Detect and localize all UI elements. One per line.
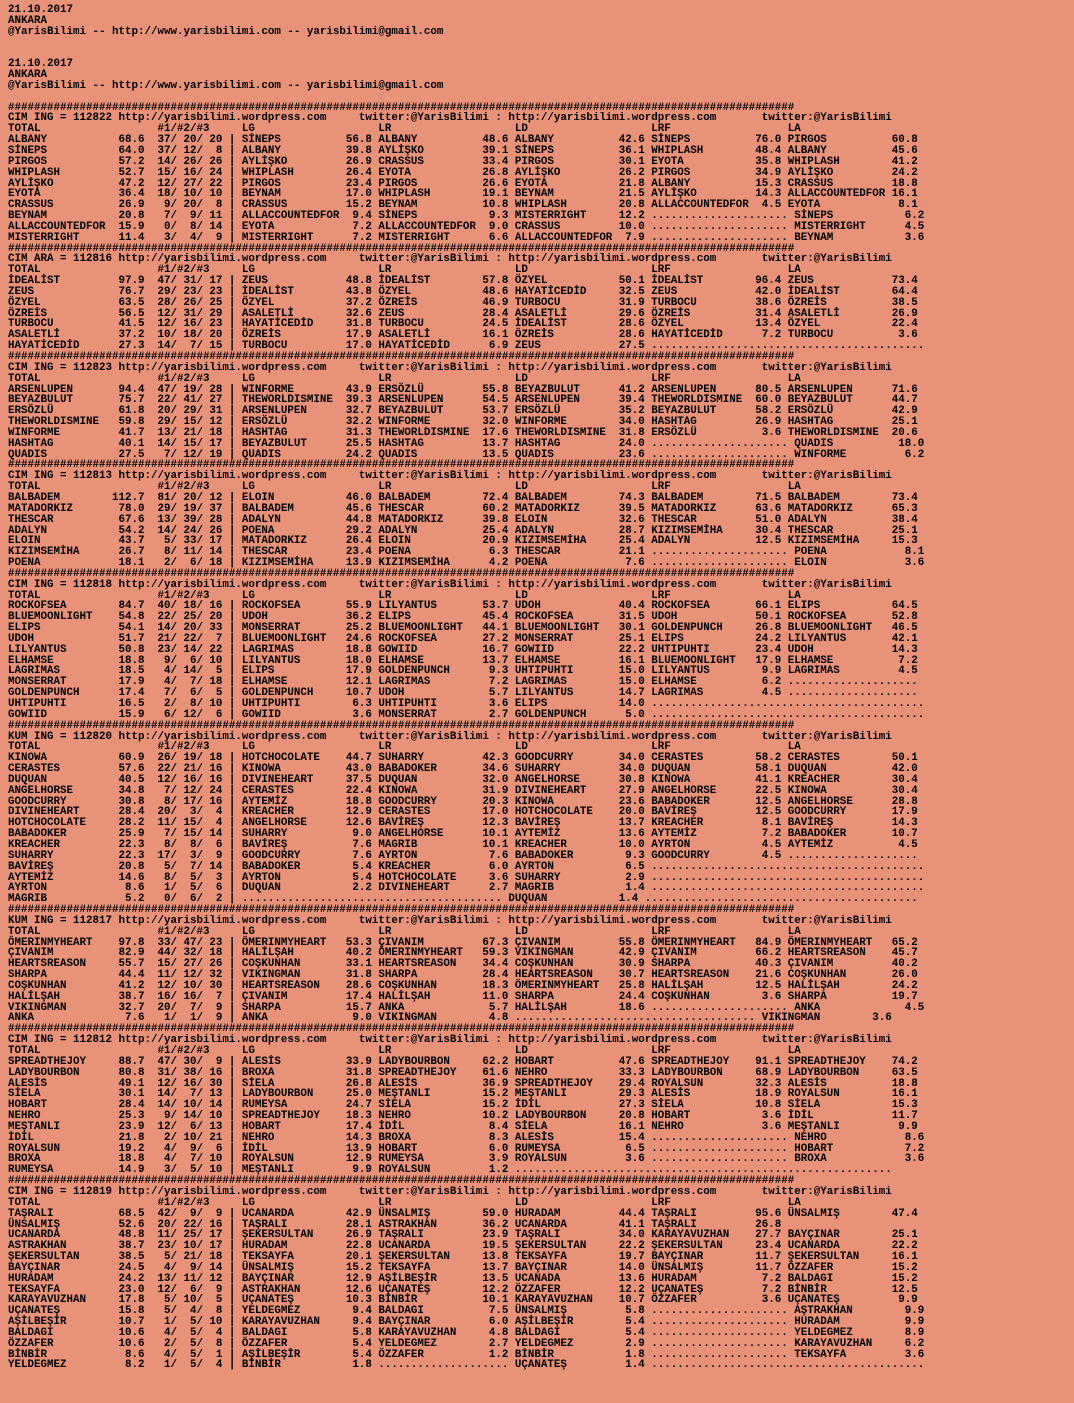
- text-line: ARSENLUPEN 94.4 47/ 19/ 28 | WINFORME 43.9 ERSÖZLÜ 55.8 BEYAZBULUT 41.2 ARSENLUPEN 80.5 ARSENLUPEN 71.6: [8, 383, 918, 396]
- text-line: 21.10.2017: [8, 58, 73, 71]
- text-line: YELDEGMEZ 8.2 1/ 5/ 4 | BİNBİR 1.8 .................... UÇANATEŞ 1.4 ..........................................: [8, 1359, 925, 1372]
- text-line: CIM ARA = 112816 http://yarisbilimi.wordpress.com twitter:@YarisBilimi : http://yarisbilimi.wordpress.com twitter:@YarisBilimi: [8, 253, 892, 266]
- text-line: BEYNAM 20.8 7/ 9/ 11 | ALLACCOUNTEDFOR 9.4 SİNEPS 9.3 MISTERRIGHT 12.2 ..................... SİNEPS 6.2: [8, 210, 925, 223]
- text-line: VIKINGMAN 32.7 20/ 7/ 9 | SHARPA 15.7 ANKA 5.7 HALİLŞAH 18.6 ..................... ANKA 4.5: [8, 1001, 925, 1014]
- text-line: ÖZYEL 63.5 28/ 26/ 25 | ÖZYEL 37.2 ÖZREİS 46.9 TURBOCU 31.9 TURBOCU 38.6 ÖZREİS 38.5: [8, 296, 918, 309]
- text-line: ASALETLİ 37.2 10/ 18/ 20 | ÖZREİS 17.9 ASALETLİ 16.1 ÖZREİS 28.6 HAYATİCEDİD 7.2 TURBOCU 3.6: [8, 329, 918, 342]
- text-line: DIVINEHEART 28.4 20/ 3/ 4 | KREACHER 12.9 CERASTES 17.0 HOTCHOCOLATE 20.0 BAVİREŞ 12.5 GOODCURRY 17.9: [8, 806, 918, 819]
- text-line: CERASTES 57.6 22/ 21/ 16 | KINOWA 43.0 BABADOKER 34.6 SUHARRY 34.0 DUQUAN 58.1 DUQUAN 42.0: [8, 763, 918, 776]
- text-line: TEKSAYFA 23.0 12/ 6/ 9 | ASTRAKHAN 12.6 UÇANATEŞ 12.2 ÖZZAFER 12.2 UÇANATEŞ 7.2 BİNBİR 12.5: [8, 1283, 918, 1296]
- text-line: CRASSUS 26.9 9/ 20/ 8 | CRASSUS 15.2 BEYNAM 10.8 WHIPLASH 20.8 ALLACCOUNTEDFOR 4.5 EYOTA 8.1: [8, 199, 918, 212]
- text-line: UCANARDA 48.8 11/ 25/ 17 | ŞEKERSULTAN 26.9 TAŞRALI 23.9 TAŞRALI 34.0 KARAYAVUZHAN 27.7 BAYÇINAR 25.1: [8, 1229, 918, 1242]
- text-line: HALİLŞAH 38.7 16/ 16/ 7 | ÇIVANIM 17.4 HALİLŞAH 11.0 SHARPA 24.4 COŞKUNHAN 3.6 SHARPA 19.7: [8, 990, 918, 1003]
- text-line: BROXA 18.8 4/ 7/ 10 | ROYALSUN 12.9 RUMEYSA 3.9 ROYALSUN 3.6 ..................... BROXA 3.6: [8, 1153, 925, 1166]
- text-line: WINFORME 41.7 13/ 21/ 18 | HASHTAG 31.3 THEWORLDISMINE 17.6 THEWORLDISMINE 31.8 ERSÖZLÜ 3.6 THEWORLDISMINE 20.6: [8, 426, 918, 439]
- text-line: EYOTA 36.4 18/ 10/ 10 | BEYNAM 17.0 WHIPLASH 19.1 BEYNAM 21.5 AYLİŞKO 14.3 ALLACCOUNTEDFOR 16.1: [8, 188, 918, 201]
- text-line: COŞKUNHAN 41.2 12/ 10/ 30 | HEARTSREASON 28.6 COŞKUNHAN 18.3 ÖMERINMYHEART 25.8 HALİLŞAH 12.5 HALİLŞAH 24.2: [8, 979, 918, 992]
- text-line: ADALYN 54.2 14/ 24/ 26 | POENA 29.2 ADALYN 25.4 ADALYN 28.7 KIZIMSEMİHA 30.4 THESCAR 25.1: [8, 524, 918, 537]
- text-line: KUM ING = 112820 http://yarisbilimi.wordpress.com twitter:@YarisBilimi : http://yarisbilimi.wordpress.com twitter:@YarisBilimi: [8, 730, 892, 743]
- text-line: NEHRO 25.3 9/ 14/ 10 | SPREADTHEJOY 18.3 NEHRO 10.2 LADYBOURBON 20.8 HOBART 3.6 İDİL 11.7: [8, 1110, 918, 1123]
- text-line: BAVİREŞ 20.8 5/ 7/ 14 | BABADOKER 5.4 KREACHER 6.0 AYRTON 6.5 ..........................................: [8, 860, 925, 873]
- text-line: POENA 18.1 2/ 6/ 18 | KIZIMSEMİHA 13.9 KIZIMSEMİHA 4.2 POENA 7.6 ..................... ELOIN 3.6: [8, 557, 925, 570]
- text-line: BABADOKER 25.9 7/ 15/ 14 | SUHARRY 9.0 ANGELHORSE 10.1 AYTEMİZ 13.6 AYTEMİZ 7.2 BABADOKER 10.7: [8, 828, 918, 841]
- text-line: AŞİLBEŞİR 10.7 1/ 5/ 10 | KARAYAVUZHAN 9.4 BAYÇINAR 6.0 AŞİLBEŞİR 5.4 ..................... HURADAM 9.9: [8, 1316, 925, 1329]
- text-line: @YarisBilimi -- http://www.yarisbilimi.com -- yarisbilimi@gmail.com: [8, 79, 444, 92]
- text-line: TOTAL #1/#2/#3 LG LR LD LRF LA: [8, 123, 801, 136]
- text-line: SHARPA 44.4 11/ 12/ 32 | VIKINGMAN 31.8 SHARPA 28.4 HEARTSREASON 30.7 HEARTSREASON 21.6 COŞKUNHAN 26.0: [8, 969, 918, 982]
- text-line: LILYANTUS 50.8 23/ 14/ 22 | LAGRIMAS 18.8 GOWIID 16.7 GOWIID 22.2 UHTIPUHTI 23.4 UDOH 14.3: [8, 643, 918, 656]
- text-line: TOTAL #1/#2/#3 LG LR LD LRF LA: [8, 481, 801, 494]
- text-line: SUHARRY 22.3 17/ 3/ 9 | GOODCURRY 7.6 AYRTON 7.6 BABADOKER 9.3 GOODCURRY 4.5 ....................: [8, 849, 918, 862]
- text-line: #########################################################################################################################: [8, 459, 795, 472]
- text-line: #########################################################################################################################: [8, 351, 795, 363]
- text-line: MEŞTANLI 23.9 12/ 6/ 13 | HOBART 17.4 İDİL 8.4 SİELA 16.1 NEHRO 3.6 MEŞTANLI 9.9: [8, 1120, 918, 1133]
- text-line: SPREADTHEJOY 88.7 47/ 30/ 9 | ALESİS 33.9 LADYBOURBON 62.2 HOBART 47.6 SPREADTHEJOY 91.1 SPREADTHEJOY 74.2: [8, 1055, 918, 1068]
- text-line: ROCKOFSEA 84.7 40/ 18/ 16 | ROCKOFSEA 55.9 LILYANTUS 53.7 UDOH 40.4 ROCKOFSEA 66.1 ELIPS 64.5: [8, 600, 918, 613]
- text-line: ÖZREİS 56.5 12/ 31/ 29 | ASALETLİ 32.6 ZEUS 28.4 ASALETLİ 29.6 ÖZREİS 31.4 ASALETLİ 26.9: [8, 307, 918, 320]
- text-line: ZEUS 76.7 29/ 23/ 23 | İDEALİST 43.8 ÖZYEL 48.6 HAYATİCEDİD 32.5 ZEUS 42.0 İDEALİST 64.4: [8, 285, 918, 298]
- text-line: BALDAGI 10.6 4/ 5/ 4 | BALDAGI 5.8 KARAYAVUZHAN 4.8 BALDAGI 5.4 ..................... YELDEGMEZ 8.9: [8, 1326, 925, 1339]
- text-line: KARAYAVUZHAN 17.8 5/ 10/ 5 | UÇANATEŞ 10.3 BİNBİR 10.1 KARAYAVUZHAN 10.7 ÖZZAFER 3.6 UÇANATEŞ 9.9: [8, 1294, 918, 1307]
- text-line: SİELA 30.1 14/ 7/ 13 | LADYBOURBON 25.0 MEŞTANLI 15.2 MEŞTANLI 29.3 ALESİS 18.9 ROYALSUN 16.1: [8, 1088, 918, 1101]
- text-line: WHIPLASH 52.7 15/ 16/ 24 | WHIPLASH 26.4 EYOTA 26.8 AYLİŞKO 26.2 PIRGOS 34.9 AYLİŞKO 24.2: [8, 166, 918, 179]
- text-line: TOTAL #1/#2/#3 LG LR LD LRF LA: [8, 264, 801, 277]
- text-line: CIM ING = 112819 http://yarisbilimi.wordpress.com twitter:@YarisBilimi : http://yarisbilimi.wordpress.com twitter:@YarisBilimi: [8, 1185, 892, 1198]
- text-line: HAYATİCEDİD 27.3 14/ 7/ 15 | TURBOCU 17.0 HAYATİCEDİD 6.9 ZEUS 27.5 ..........................................: [8, 340, 925, 353]
- text-line: LADYBOURBON 80.8 31/ 38/ 16 | BROXA 31.8 SPREADTHEJOY 61.6 NEHRO 33.3 LADYBOURBON 68.9 LADYBOURBON 63.5: [8, 1066, 918, 1079]
- text-line: TAŞRALI 68.5 42/ 9/ 9 | UCANARDA 42.9 ÜNSALMIŞ 59.0 HURADAM 44.4 TAŞRALI 95.6 ÜNSALMIŞ 47.4: [8, 1207, 918, 1220]
- text-line: ANGELHORSE 34.8 7/ 12/ 24 | CERASTES 22.4 KINOWA 31.9 DIVINEHEART 27.9 ANGELHORSE 22.5 KINOWA 30.4: [8, 784, 918, 797]
- text-line: UHTIPUHTI 16.5 2/ 8/ 10 | UHTIPUHTI 6.3 UHTIPUHTI 3.6 ELIPS 14.0 ..........................................: [8, 698, 925, 710]
- text-line: HASHTAG 40.1 14/ 15/ 17 | BEYAZBULUT 25.5 HASHTAG 13.7 HASHTAG 24.0 ..................... QUADIS 18.0: [8, 437, 925, 450]
- text-line: ELHAMSE 18.8 9/ 6/ 10 | LILYANTUS 18.0 ELHAMSE 13.7 ELHAMSE 16.1 BLUEMOONLIGHT 17.9 ELHAMSE 7.2: [8, 654, 918, 667]
- text-line: ÜNSALMIŞ 52.6 20/ 22/ 16 | TAŞRALI 28.1 ASTRAKHAN 36.2 UCANARDA 41.1 TAŞRALI 26.8: [8, 1218, 782, 1231]
- text-line: ÇIVANIM 82.9 44/ 32/ 18 | HALİLŞAH 40.2 ÖMERINMYHEART 59.3 VIKINGMAN 42.9 ÇIVANIM 66.2 HEARTSREASON 45.7: [8, 947, 918, 960]
- text-line: QUADIS 27.5 7/ 12/ 19 | QUADIS 24.2 QUADIS 13.5 QUADIS 23.6 ..................... WINFORME 6.2: [8, 448, 925, 461]
- text-line: 21.10.2017: [8, 4, 73, 16]
- text-line: ÖMERINMYHEART 97.8 33/ 47/ 23 | ÖMERINMYHEART 53.3 ÇIVANIM 67.3 ÇIVANIM 55.8 ÖMERINMYHEART 84.9 ÖMERINMYHEART 65.2: [8, 936, 918, 949]
- text-line: CIM ING = 112813 http://yarisbilimi.wordpress.com twitter:@YarisBilimi : http://yarisbilimi.wordpress.com twitter:@YarisBilimi: [8, 470, 892, 483]
- text-line: #########################################################################################################################: [8, 1175, 795, 1188]
- text-line: KIZIMSEMİHA 26.7 8/ 11/ 14 | THESCAR 23.4 POENA 6.3 THESCAR 21.1 ..................... POENA 8.1: [8, 546, 925, 559]
- text-line: HEARTSREASON 55.7 15/ 27/ 26 | COŞKUNHAN 33.1 HEARTSREASON 34.4 COŞKUNHAN 30.9 SHARPA 40.3 ÇIVANIM 40.2: [8, 958, 918, 971]
- text-line: ŞEKERSULTAN 38.5 5/ 21/ 18 | TEKSAYFA 20.1 ŞEKERSULTAN 13.8 TEKSAYFA 19.7 BAYÇINAR 11.7 ŞEKERSULTAN 16.1: [8, 1251, 918, 1264]
- text-line: #########################################################################################################################: [8, 904, 795, 917]
- results-text: [8, 5, 1072, 1371]
- text-line: ELOIN 43.7 5/ 33/ 17 | MATADORKIZ 26.4 ELOIN 20.9 KIZIMSEMİHA 25.4 ADALYN 12.5 KIZIMSEMİHA 15.3: [8, 535, 918, 548]
- text-line: BAYÇINAR 24.5 4/ 9/ 14 | ÜNSALMIŞ 15.2 TEKSAYFA 13.7 BAYÇINAR 14.0 ÜNSALMIŞ 11.7 ÖZZAFER 15.2: [8, 1261, 918, 1274]
- text-line: ERSÖZLÜ 61.8 20/ 29/ 31 | ARSENLUPEN 32.7 BEYAZBULUT 53.7 ERSÖZLÜ 35.2 BEYAZBULUT 58.2 ERSÖZLÜ 42.9: [8, 405, 918, 418]
- text-line: @YarisBilimi -- http://www.yarisbilimi.com -- yarisbilimi@gmail.com: [8, 25, 444, 38]
- text-line: İDİL 21.8 2/ 10/ 21 | NEHRO 14.3 BROXA 8.3 ALESİS 15.4 ..................... NEHRO 8.6: [8, 1131, 925, 1144]
- text-line: TURBOCU 41.5 12/ 16/ 23 | HAYATİCEDİD 31.8 TURBOCU 24.5 İDEALİST 28.6 ÖZYEL 13.4 ÖZYEL 22.4: [8, 318, 918, 331]
- text-line: CIM ING = 112822 http://yarisbilimi.wordpress.com twitter:@YarisBilimi : http://yarisbilimi.wordpress.com twitter:@YarisBilimi: [8, 112, 892, 125]
- text-line: UÇANATEŞ 15.8 5/ 4/ 8 | YELDEGMEZ 9.4 BALDAGI 7.5 ÜNSALMIŞ 5.8 ..................... AŞTRAKHAN 9.9: [8, 1305, 925, 1318]
- text-line: ALLACCOUNTEDFOR 15.9 0/ 8/ 14 | EYOTA 7.2 ALLACCOUNTEDFOR 9.0 CRASSUS 10.0 ..................... MISTERRIGHT 4.5: [8, 220, 925, 233]
- text-line: ALESİS 49.1 12/ 16/ 30 | SİELA 26.8 ALESİS 36.9 SPREADTHEJOY 29.4 ROYALSUN 32.3 ALESİS 18.8: [8, 1077, 918, 1090]
- text-line: TOTAL #1/#2/#3 LG LR LD LRF LA: [8, 589, 801, 602]
- text-line: THESCAR 67.6 13/ 39/ 28 | ADALYN 44.8 MATADORKIZ 39.8 ELOIN 32.6 THESCAR 51.0 ADALYN 38.4: [8, 513, 918, 526]
- text-line: CIM ING = 112818 http://yarisbilimi.wordpress.com twitter:@YarisBilimi : http://yarisbilimi.wordpress.com twitter:@YarisBilimi: [8, 578, 892, 591]
- text-line: MONSERRAT 17.9 4/ 7/ 18 | ELHAMSE 12.1 LAGRIMAS 7.2 LAGRIMAS 15.0 ELHAMSE 6.2 ....................: [8, 676, 918, 689]
- text-line: HOBART 28.4 14/ 10/ 14 | RUMEYSA 24.7 SİELA 15.2 İDİL 27.3 SİELA 10.8 SİELA 15.3: [8, 1099, 918, 1112]
- text-line: KINOWA 60.9 26/ 19/ 18 | HOTCHOCOLATE 44.7 SUHARRY 42.3 GOODCURRY 34.0 CERASTES 58.2 CERASTES 50.1: [8, 752, 918, 765]
- text-line: #########################################################################################################################: [8, 1023, 795, 1036]
- text-line: ANKARA: [8, 14, 47, 27]
- text-line: MATADORKIZ 78.0 29/ 19/ 37 | BALBADEM 45.6 THESCAR 60.2 MATADORKIZ 39.5 MATADORKIZ 63.6 MATADORKIZ 65.3: [8, 502, 918, 515]
- text-line: ROYALSUN 19.2 4/ 9/ 6 | İDİL 13.9 HOBART 6.0 RUMEYSA 6.5 ..................... HOBART 7.2: [8, 1142, 925, 1155]
- text-line: SİNEPS 64.0 37/ 12/ 8 | ALBANY 39.8 AYLİŞKO 39.1 SİNEPS 36.1 WHIPLASH 48.4 ALBANY 45.6: [8, 144, 918, 157]
- text-line: #########################################################################################################################: [8, 567, 795, 580]
- text-line: CIM ING = 112823 http://yarisbilimi.wordpress.com twitter:@YarisBilimi : http://yarisbilimi.wordpress.com twitter:@YarisBilimi: [8, 361, 892, 374]
- text-line: AYRTON 8.6 1/ 5/ 6 | DUQUAN 2.2 DIVINEHEART 2.7 MAGRIB 1.4 ..........................................: [8, 882, 925, 895]
- text-line: TOTAL #1/#2/#3 LG LR LD LRF LA: [8, 1045, 801, 1057]
- text-line: TOTAL #1/#2/#3 LG LR LD LRF LA: [8, 925, 801, 938]
- text-line: DUQUAN 40.5 12/ 16/ 16 | DIVINEHEART 37.5 DUQUAN 32.0 ANGELHORSE 30.8 KINOWA 41.1 KREACHER 30.4: [8, 773, 918, 786]
- text-line: AYTEMİZ 14.6 8/ 5/ 3 | AYRTON 5.4 HOTCHOCOLATE 3.6 SUHARRY 2.9 ..........................................: [8, 871, 925, 884]
- text-line: BEYAZBULUT 75.7 22/ 41/ 27 | THEWORLDISMINE 39.3 ARSENLUPEN 54.5 ARSENLUPEN 39.4 THEWORLDISMINE 60.0 BEYAZBULUT 44.7: [8, 394, 918, 407]
- text-line: ÖZZAFER 10.6 2/ 5/ 8 | ÖZZAFER 5.4 YELDEGMEZ 2.7 YELDEGMEZ 2.9 ..................... KARAYAVUZHAN 6.2: [8, 1337, 925, 1350]
- text-line: ALBANY 68.6 37/ 20/ 20 | SİNEPS 56.8 ALBANY 48.6 ALBANY 42.6 SİNEPS 76.0 PIRGOS 60.8: [8, 134, 918, 147]
- text-line: GOWIID 15.9 6/ 12/ 6 | GOWIID 3.6 MONSERRAT 2.7 GOLDENPUNCH 5.0 ..........................................: [8, 708, 925, 721]
- text-line: #########################################################################################################################: [8, 719, 795, 732]
- text-line: BİNBİR 8.6 4/ 5/ 1 | AŞİLBEŞİR 5.4 ÖZZAFER 1.2 BİNBİR 1.8 ..................... TEKSAYFA 3.6: [8, 1348, 925, 1361]
- text-line: CIM ING = 112812 http://yarisbilimi.wordpress.com twitter:@YarisBilimi : http://yarisbilimi.wordpress.com twitter:@YarisBilimi: [8, 1034, 892, 1047]
- text-line: MISTERRIGHT 11.4 3/ 4/ 9 | MISTERRIGHT 7.2 MISTERRIGHT 6.6 ALLACCOUNTEDFOR 7.9 ..................... BEYNAM 3.6: [8, 231, 925, 244]
- text-line: UDOH 51.7 21/ 22/ 7 | BLUEMOONLIGHT 24.6 ROCKOFSEA 27.2 MONSERRAT 25.1 ELIPS 24.2 LILYANTUS 42.1: [8, 632, 918, 645]
- text-line: KUM ING = 112817 http://yarisbilimi.wordpress.com twitter:@YarisBilimi : http://yarisbilimi.wordpress.com twitter:@YarisBilimi: [8, 914, 892, 927]
- text-line: BALBADEM 112.7 81/ 20/ 12 | ELOIN 46.0 BALBADEM 72.4 BALBADEM 74.3 BALBADEM 71.5 BALBADEM 73.4: [8, 491, 918, 504]
- race-results-document: [8, 5, 1072, 1371]
- text-line: RUMEYSA 14.9 3/ 5/ 10 | MEŞTANLI 9.9 ROYALSUN 1.2 ..........................................................: [8, 1164, 892, 1177]
- text-line: MAGRIB 5.2 0/ 6/ 2 | ........................................ DUQUAN 1.4 ..........................................: [8, 893, 918, 906]
- text-line: AYLİŞKO 47.2 12/ 27/ 22 | PIRGOS 23.4 PIRGOS 26.6 EYOTA 21.8 ALBANY 15.3 CRASSUS 18.8: [8, 177, 918, 190]
- text-line: TOTAL #1/#2/#3 LG LR LD LRF LA: [8, 372, 801, 385]
- text-line: ASTRAKHAN 38.7 23/ 10/ 17 | HURADAM 22.8 UCANARDA 19.5 ŞEKERSULTAN 22.2 ŞEKERSULTAN 23.4 UCANARDA 22.2: [8, 1240, 918, 1253]
- text-line: BLUEMOONLIGHT 54.8 22/ 25/ 20 | UDOH 36.2 ELIPS 45.4 ROCKOFSEA 31.5 UDOH 50.1 ROCKOFSEA 52.8: [8, 611, 918, 624]
- text-line: TOTAL #1/#2/#3 LG LR LD LRF LA: [8, 741, 801, 754]
- text-line: ANKARA: [8, 69, 47, 82]
- text-line: GOLDENPUNCH 17.4 7/ 6/ 5 | GOLDENPUNCH 10.7 UDOH 5.7 LILYANTUS 14.7 LAGRIMAS 4.5 ....................: [8, 687, 918, 700]
- text-line: #########################################################################################################################: [8, 242, 795, 255]
- text-line: İDEALİST 97.9 47/ 31/ 17 | ZEUS 48.8 İDEALİST 57.8 ÖZYEL 50.1 İDEALİST 96.4 ZEUS 73.4: [8, 275, 918, 288]
- text-line: LAGRIMAS 18.5 4/ 14/ 5 | ELIPS 17.9 GOLDENPUNCH 9.3 UHTIPUHTI 15.0 LILYANTUS 9.9 LAGRIMAS 4.5: [8, 665, 918, 678]
- text-line: #########################################################################################################################: [8, 101, 795, 114]
- text-line: PIRGOS 57.2 14/ 26/ 26 | AYLİŞKO 26.9 CRASSUS 33.4 PIRGOS 30.1 EYOTA 35.8 WHIPLASH 41.2: [8, 155, 918, 168]
- text-line: GOODCURRY 30.8 8/ 17/ 16 | AYTEMİZ 18.8 GOODCURRY 20.3 KINOWA 23.6 BABADOKER 12.5 ANGELHORSE 28.8: [8, 795, 918, 808]
- text-line: THEWORLDISMINE 59.8 29/ 15/ 12 | ERSÖZLÜ 32.2 WINFORME 32.0 WINFORME 34.0 HASHTAG 26.9 HASHTAG 25.1: [8, 416, 918, 429]
- text-line: HOTCHOCOLATE 28.2 11/ 15/ 4 | ANGELHORSE 12.6 BAVİREŞ 12.3 BAVİREŞ 13.7 KREACHER 8.1 BAVİREŞ 14.3: [8, 817, 918, 830]
- text-line: ELIPS 54.1 14/ 20/ 33 | MONSERRAT 25.2 BLUEMOONLIGHT 44.1 BLUEMOONLIGHT 30.1 GOLDENPUNCH 26.8 BLUEMOONLIGHT 46.5: [8, 622, 918, 635]
- text-line: KREACHER 22.3 8/ 8/ 6 | BAVİREŞ 7.6 MAGRIB 10.1 KREACHER 10.0 AYRTON 4.5 AYTEMİZ 4.5: [8, 838, 918, 851]
- text-line: HURADAM 24.2 13/ 11/ 12 | BAYÇINAR 12.9 AŞİLBEŞİR 13.5 UCANADA 13.6 HURADAM 7.2 BALDAGI 15.2: [8, 1272, 918, 1285]
- text-line: ANKA 7.6 1/ 1/ 9 | ANKA 9.0 VIKINGMAN 4.8 ..................................... VIKINGMAN 3.6: [8, 1012, 892, 1025]
- text-line: TOTAL #1/#2/#3 LG LR LD LRF LA: [8, 1196, 801, 1209]
